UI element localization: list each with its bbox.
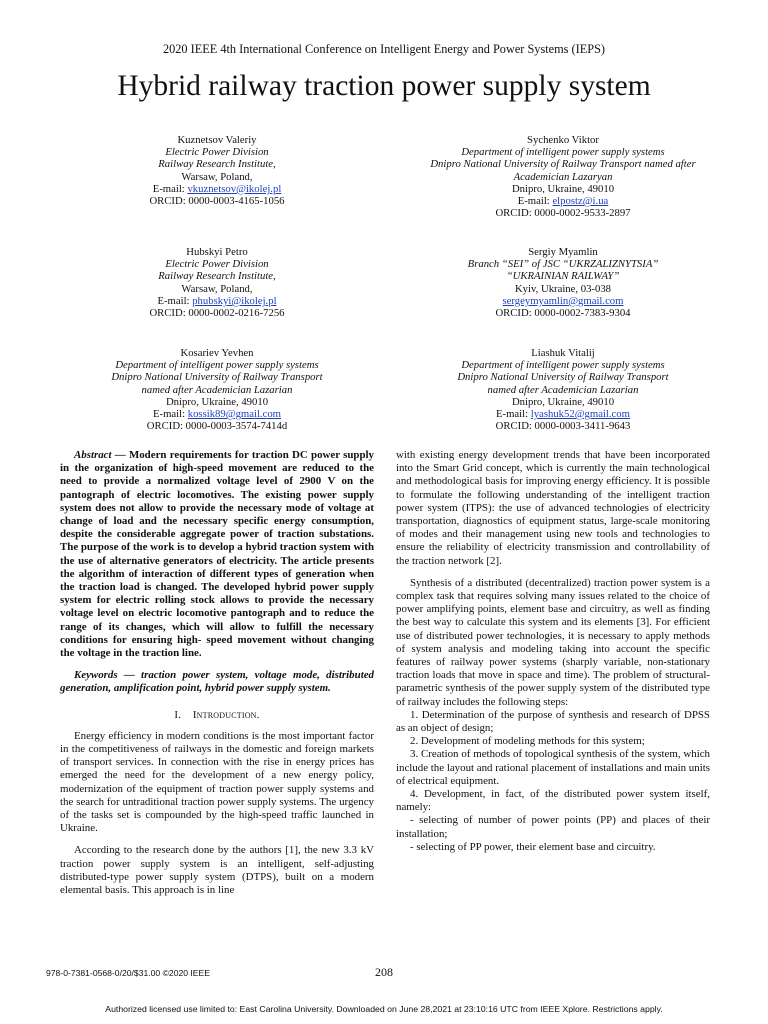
page-number: 208 xyxy=(375,965,393,979)
author-orcid: ORCID: 0000-0003-3574-7414d xyxy=(146,420,288,433)
author-block-1 xyxy=(52,134,382,207)
author-email-line xyxy=(398,295,728,307)
author-name: Sychenko Viktor xyxy=(527,134,599,146)
list-item: 2. Development of modeling methods for this system; xyxy=(410,735,645,748)
body-paragraph: Energy efficiency in modern conditions is the most important factor in the competitiveness of railways in the domestic and foreign markets of transport services. In connection with the rise in energy prices has emerged the need for the development of a new energy policy, modernization of the equipment of traction power supply systems and the search for untraditional traction power supply systems. The urgency of the tasks set is compounded by the high-speed traffic launched in Ukraine. xyxy=(60,729,374,835)
author-affiliation: Academician Lazaryan xyxy=(513,170,613,183)
author-affiliation: Railway Research Institute, xyxy=(158,158,276,171)
author-affiliation: Railway Research Institute, xyxy=(158,270,276,283)
author-name: Kuznetsov Valeriy xyxy=(177,134,257,146)
author-affiliation: Electric Power Division xyxy=(165,146,269,159)
author-location: Kyiv, Ukraine, 03-038 xyxy=(514,282,612,295)
body-paragraph: Synthesis of a distributed (decentralized) traction power system is a complex task that requires solving many issues related to the choice of power amplifying points, element base and circuitry, as well as finding the best way to calculate this system and its elements [3]. For efficient use of distributed power technologies, it is necessary to apply methods of system analysis and modeling taking into account the specific features of railway power systems (sharply variable, non-stationary traction loads that move in space and time). The problem of structural-parametric synthesis of the power supply system of the distributed type of railway includes the following steps: xyxy=(396,576,710,708)
author-orcid: ORCID: 0000-0002-7383-9304 xyxy=(495,307,631,320)
author-email-link[interactable]: vkuznetsov@ikolej.pl xyxy=(187,182,282,195)
author-email-link[interactable]: kossik89@gmail.com xyxy=(187,408,281,421)
author-affiliation: Department of intelligent power supply systems xyxy=(115,359,319,372)
author-email-line: E-mail: lyashuk52@gmail.com xyxy=(496,408,630,421)
author-email-link[interactable]: sergeymyamlin@gmail.com xyxy=(502,294,624,307)
author-location: Dnipro, Ukraine, 49010 xyxy=(165,395,269,408)
conference-header: 2020 IEEE 4th International Conference on Intelligent Energy and Power Systems (IEPS) xyxy=(162,42,605,56)
author-affiliation: Dnipro National University of Railway Transport xyxy=(111,371,323,384)
author-email-link[interactable]: lyashuk52@gmail.com xyxy=(530,408,630,421)
author-email-link[interactable]: phubskyi@ikolej.pl xyxy=(192,294,277,307)
author-location: Warsaw, Poland, xyxy=(181,170,253,183)
author-name: Hubskyi Petro xyxy=(186,246,248,258)
list-item: 4. Development, in fact, of the distributed power system itself, namely: xyxy=(396,788,710,814)
author-email-line: E-mail: phubskyi@ikolej.pl xyxy=(157,294,277,307)
author-email-link[interactable]: elpostz@i.ua xyxy=(552,195,609,208)
keywords xyxy=(60,669,374,695)
author-location: Dnipro, Ukraine, 49010 xyxy=(511,182,615,195)
author-affiliation: Department of intelligent power supply systems xyxy=(461,359,665,372)
author-affiliation: “UKRAINIAN RAILWAY” xyxy=(506,270,620,283)
body-paragraph: According to the research done by the authors [1], the new 3.3 kV traction power supply system is an intelligent, self-adjusting distributed-type power supply system (DTPS), built on a modern elemental basis. This approach is in line xyxy=(60,844,374,897)
abstract-text: — Modern requirements for traction DC power supply in the organization of high-speed movement are reduced to the need to provide a normalized voltage level of 2900 V on the pantograph of electric locomotives. The existing power supply system does not allow to provide the necessary mode of voltage at change of load and the necessary specific energy consumption, despite the considerable aggregate power of traction substations. The purpose of the work is to develop a hybrid traction system with the use of alternative generators of electricity. The article presents the algorithm of interaction of different types of generation when the traction load is changed. The developed hybrid power supply system for electric rolling stock allows to provide the necessary voltage level on electric locomotive pantograph and to reduce the range of its changes, which will allow to fulfill the necessary conditions for ensuring high- speed movement without changing the voltage in the traction line. xyxy=(60,449,375,660)
left-column xyxy=(60,449,374,897)
abstract-label: Abstract xyxy=(74,449,112,461)
author-affiliation: Electric Power Division xyxy=(165,258,269,271)
author-block-2 xyxy=(398,134,728,219)
footer-isbn: 978-0-7381-0568-0/20/$31.00 ©2020 IEEE xyxy=(46,968,211,978)
list-item: 1. Determination of the purpose of synthesis and research of DPSS as an object of design; xyxy=(396,708,710,735)
paper-title: Hybrid railway traction power supply system xyxy=(117,70,651,102)
section-heading-introduction: I. Introduction. xyxy=(174,708,260,721)
steps-list xyxy=(396,709,710,854)
author-block-3 xyxy=(52,246,382,319)
author-block-6 xyxy=(398,347,728,432)
keywords-text: — traction power system, voltage mode, distributed generation, amplification point, hybrid power supply system. xyxy=(60,669,374,695)
author-affiliation: Dnipro National University of Railway Transport named after xyxy=(430,158,696,171)
author-location: Dnipro, Ukraine, 49010 xyxy=(511,395,615,408)
right-column xyxy=(396,449,710,854)
author-orcid: ORCID: 0000-0003-4165-1056 xyxy=(149,195,285,208)
author-orcid: ORCID: 0000-0002-9533-2897 xyxy=(495,207,631,220)
author-block-5 xyxy=(52,347,382,432)
author-orcid: ORCID: 0000-0003-3411-9643 xyxy=(495,420,631,433)
author-affiliation: Dnipro National University of Railway Transport xyxy=(457,371,669,384)
abstract xyxy=(60,449,374,660)
author-email-line: E-mail: elpostz@i.ua xyxy=(517,195,609,208)
author-name: Liashuk Vitalij xyxy=(531,347,595,359)
keywords-label: Keywords xyxy=(74,669,118,682)
author-name: Sergiy Myamlin xyxy=(528,246,598,258)
author-affiliation: Department of intelligent power supply systems xyxy=(461,146,665,159)
author-block-4 xyxy=(398,246,728,319)
author-location: Warsaw, Poland, xyxy=(181,282,253,295)
list-item: - selecting of number of power points (PP) and places of their installation; xyxy=(396,814,710,840)
author-affiliation: named after Academician Lazarian xyxy=(141,383,293,396)
author-affiliation: Branch “SEI” of JSC “UKRZALIZNYTSIA” xyxy=(467,258,659,271)
author-email-line: E-mail: vkuznetsov@ikolej.pl xyxy=(152,182,282,195)
list-item: - selecting of PP power, their element base and circuitry. xyxy=(410,840,656,853)
author-email-line: E-mail: kossik89@gmail.com xyxy=(153,408,281,421)
author-affiliation: named after Academician Lazarian xyxy=(487,383,639,396)
list-item: 3. Creation of methods of topological synthesis of the system, which include the layout and rational placement of installations and main units of electrical equipment. xyxy=(396,748,710,787)
author-orcid: ORCID: 0000-0002-0216-7256 xyxy=(149,307,285,320)
license-notice: Authorized licensed use limited to: East Carolina University. Downloaded on June 28,2021 at 23:10:16 UTC from IEEE Xplore. Restrictions apply. xyxy=(105,1004,663,1014)
body-paragraph: with existing energy development trends that have been incorporated into the Smart Grid concept, which is currently the main technological and methodological basis for improving energy efficiency. It is possible to formulate the following understanding of the intelligent traction power system (ITPS): the use of advanced technologies of electricity transportation, diagnostics of equipment status, large-scale monitoring of modes and their management using new tools and technologies to ensure the reliability of electricity transmission and controllability of the traction network [2]. xyxy=(396,449,710,567)
author-name: Kosariev Yevhen xyxy=(180,347,254,359)
